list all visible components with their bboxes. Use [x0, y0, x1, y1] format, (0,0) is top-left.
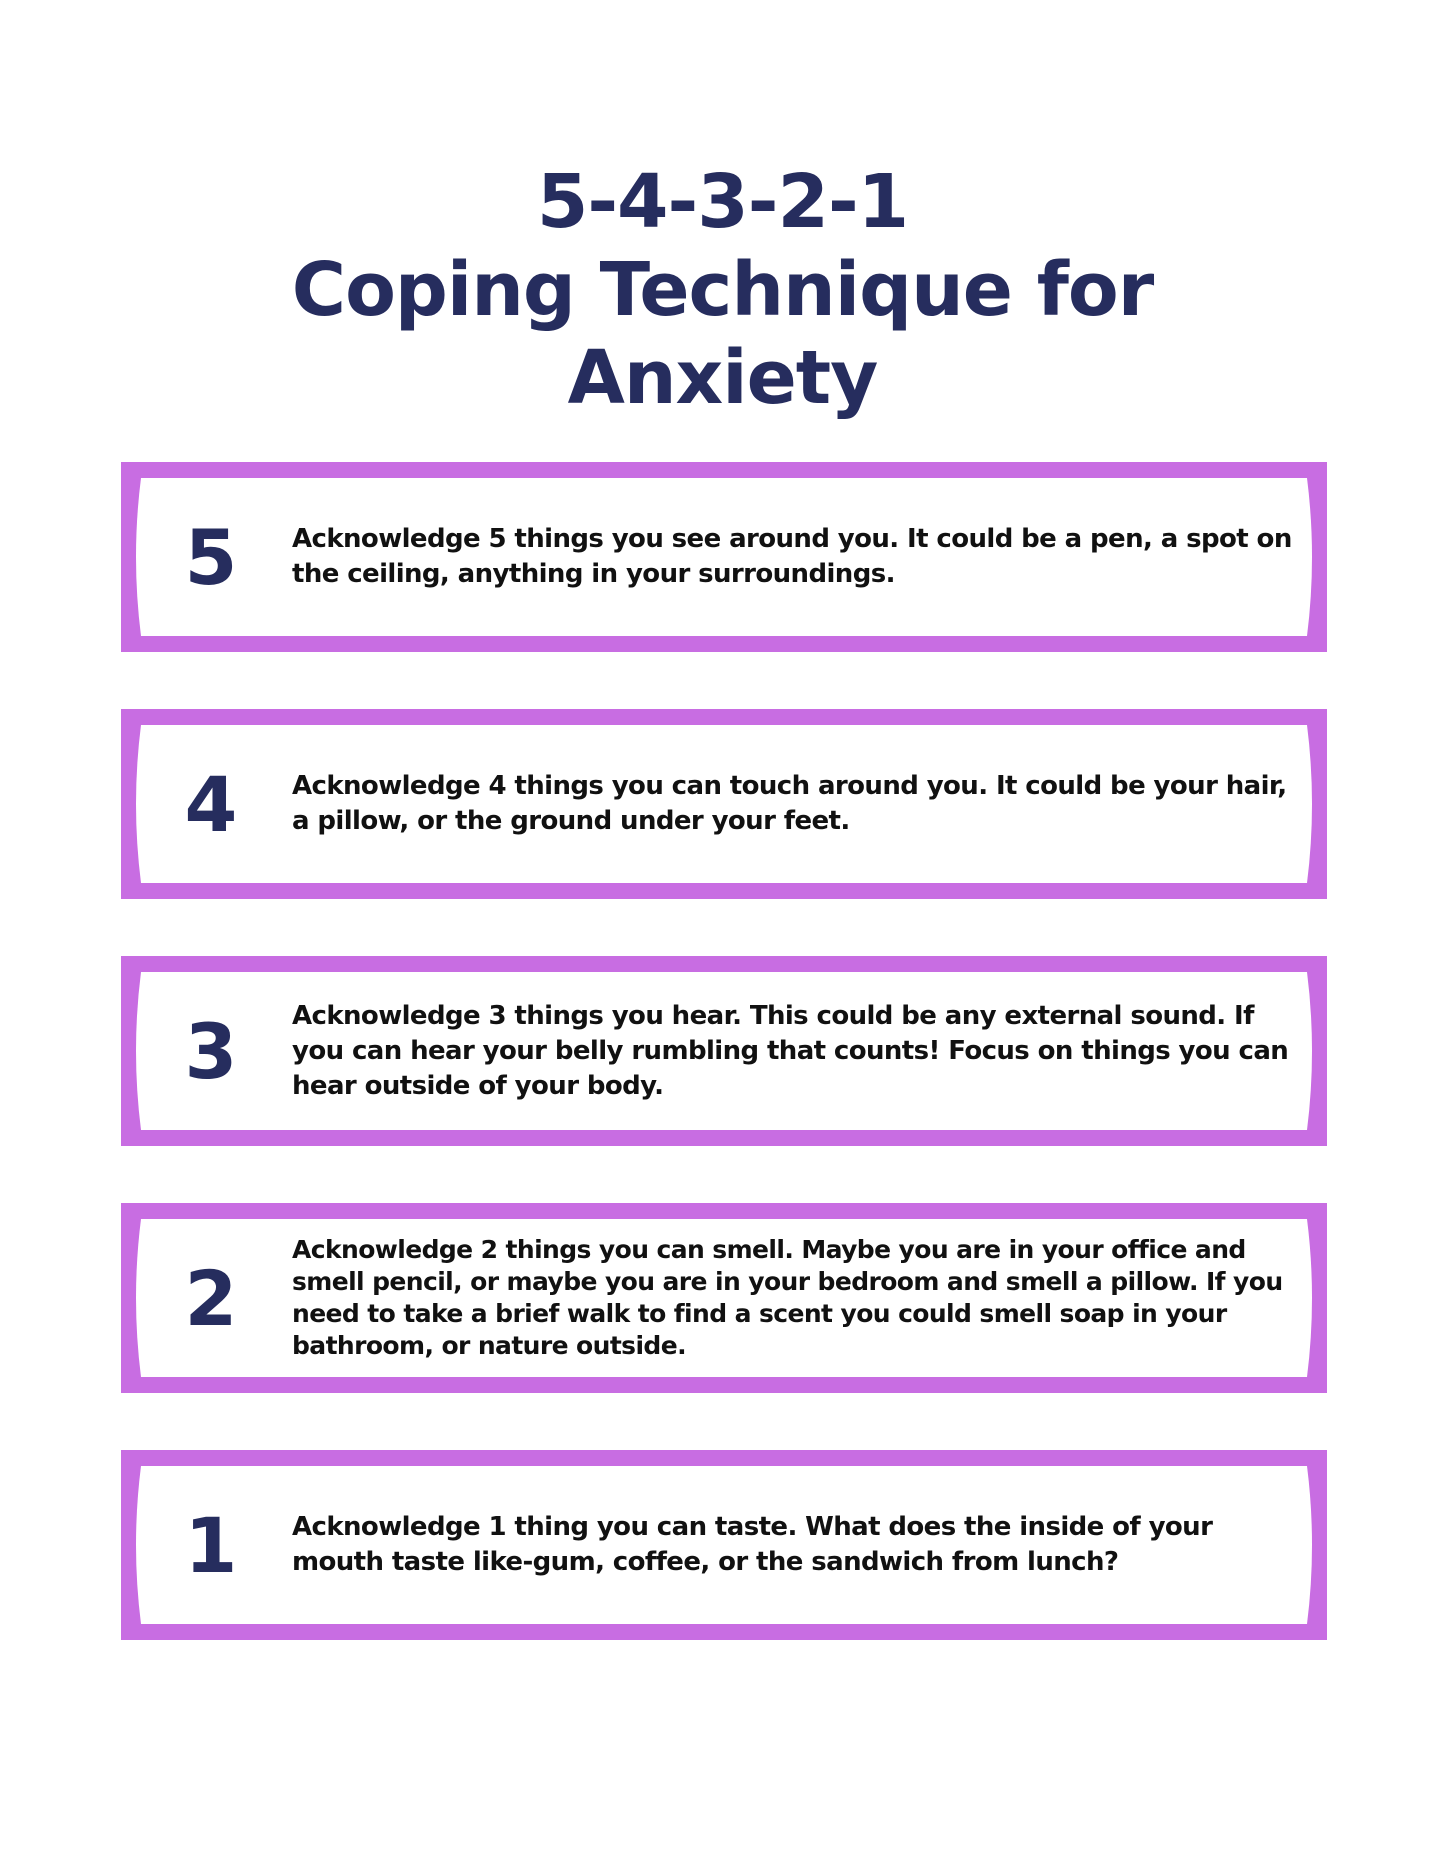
step-card-1 — [121, 1450, 1327, 1640]
step-number: 2 — [184, 1253, 238, 1343]
step-card-3 — [121, 956, 1327, 1146]
step-card-5 — [121, 462, 1327, 652]
step-number: 4 — [184, 759, 238, 849]
step-description: Acknowledge 5 things you see around you. It could be a pen, a spot on the ceiling, anything in your surroundings. — [292, 524, 1292, 589]
title-line-2: Coping Technique for — [291, 246, 1154, 333]
step-number: 5 — [184, 512, 238, 602]
page-title — [0, 158, 1445, 422]
step-card-2 — [121, 1203, 1327, 1393]
step-card-4 — [121, 709, 1327, 899]
step-description: Acknowledge 3 things you hear. This could be any external sound. If you can hear your belly rumbling that counts! Focus on things you can hear outside of your body. — [292, 1000, 1289, 1101]
title-line-1: 5-4-3-2-1 — [536, 158, 909, 245]
step-description: Acknowledge 4 things you can touch around you. It could be your hair, a pillow, or the ground under your feet. — [292, 771, 1287, 836]
step-number: 3 — [184, 1006, 238, 1096]
step-description: Acknowledge 1 thing you can taste. What does the inside of your mouth taste like-gum, coffee, or the sandwich from lunch? — [292, 1512, 1213, 1577]
title-line-3: Anxiety — [567, 334, 878, 421]
step-number: 1 — [184, 1500, 238, 1590]
step-description: Acknowledge 2 things you can smell. Maybe you are in your office and smell pencil, or maybe you are in your bedroom and smell a pillow. If you need to take a brief walk to find a scent you could smell soap in your bathroom, or nature outside. — [292, 1235, 1283, 1360]
